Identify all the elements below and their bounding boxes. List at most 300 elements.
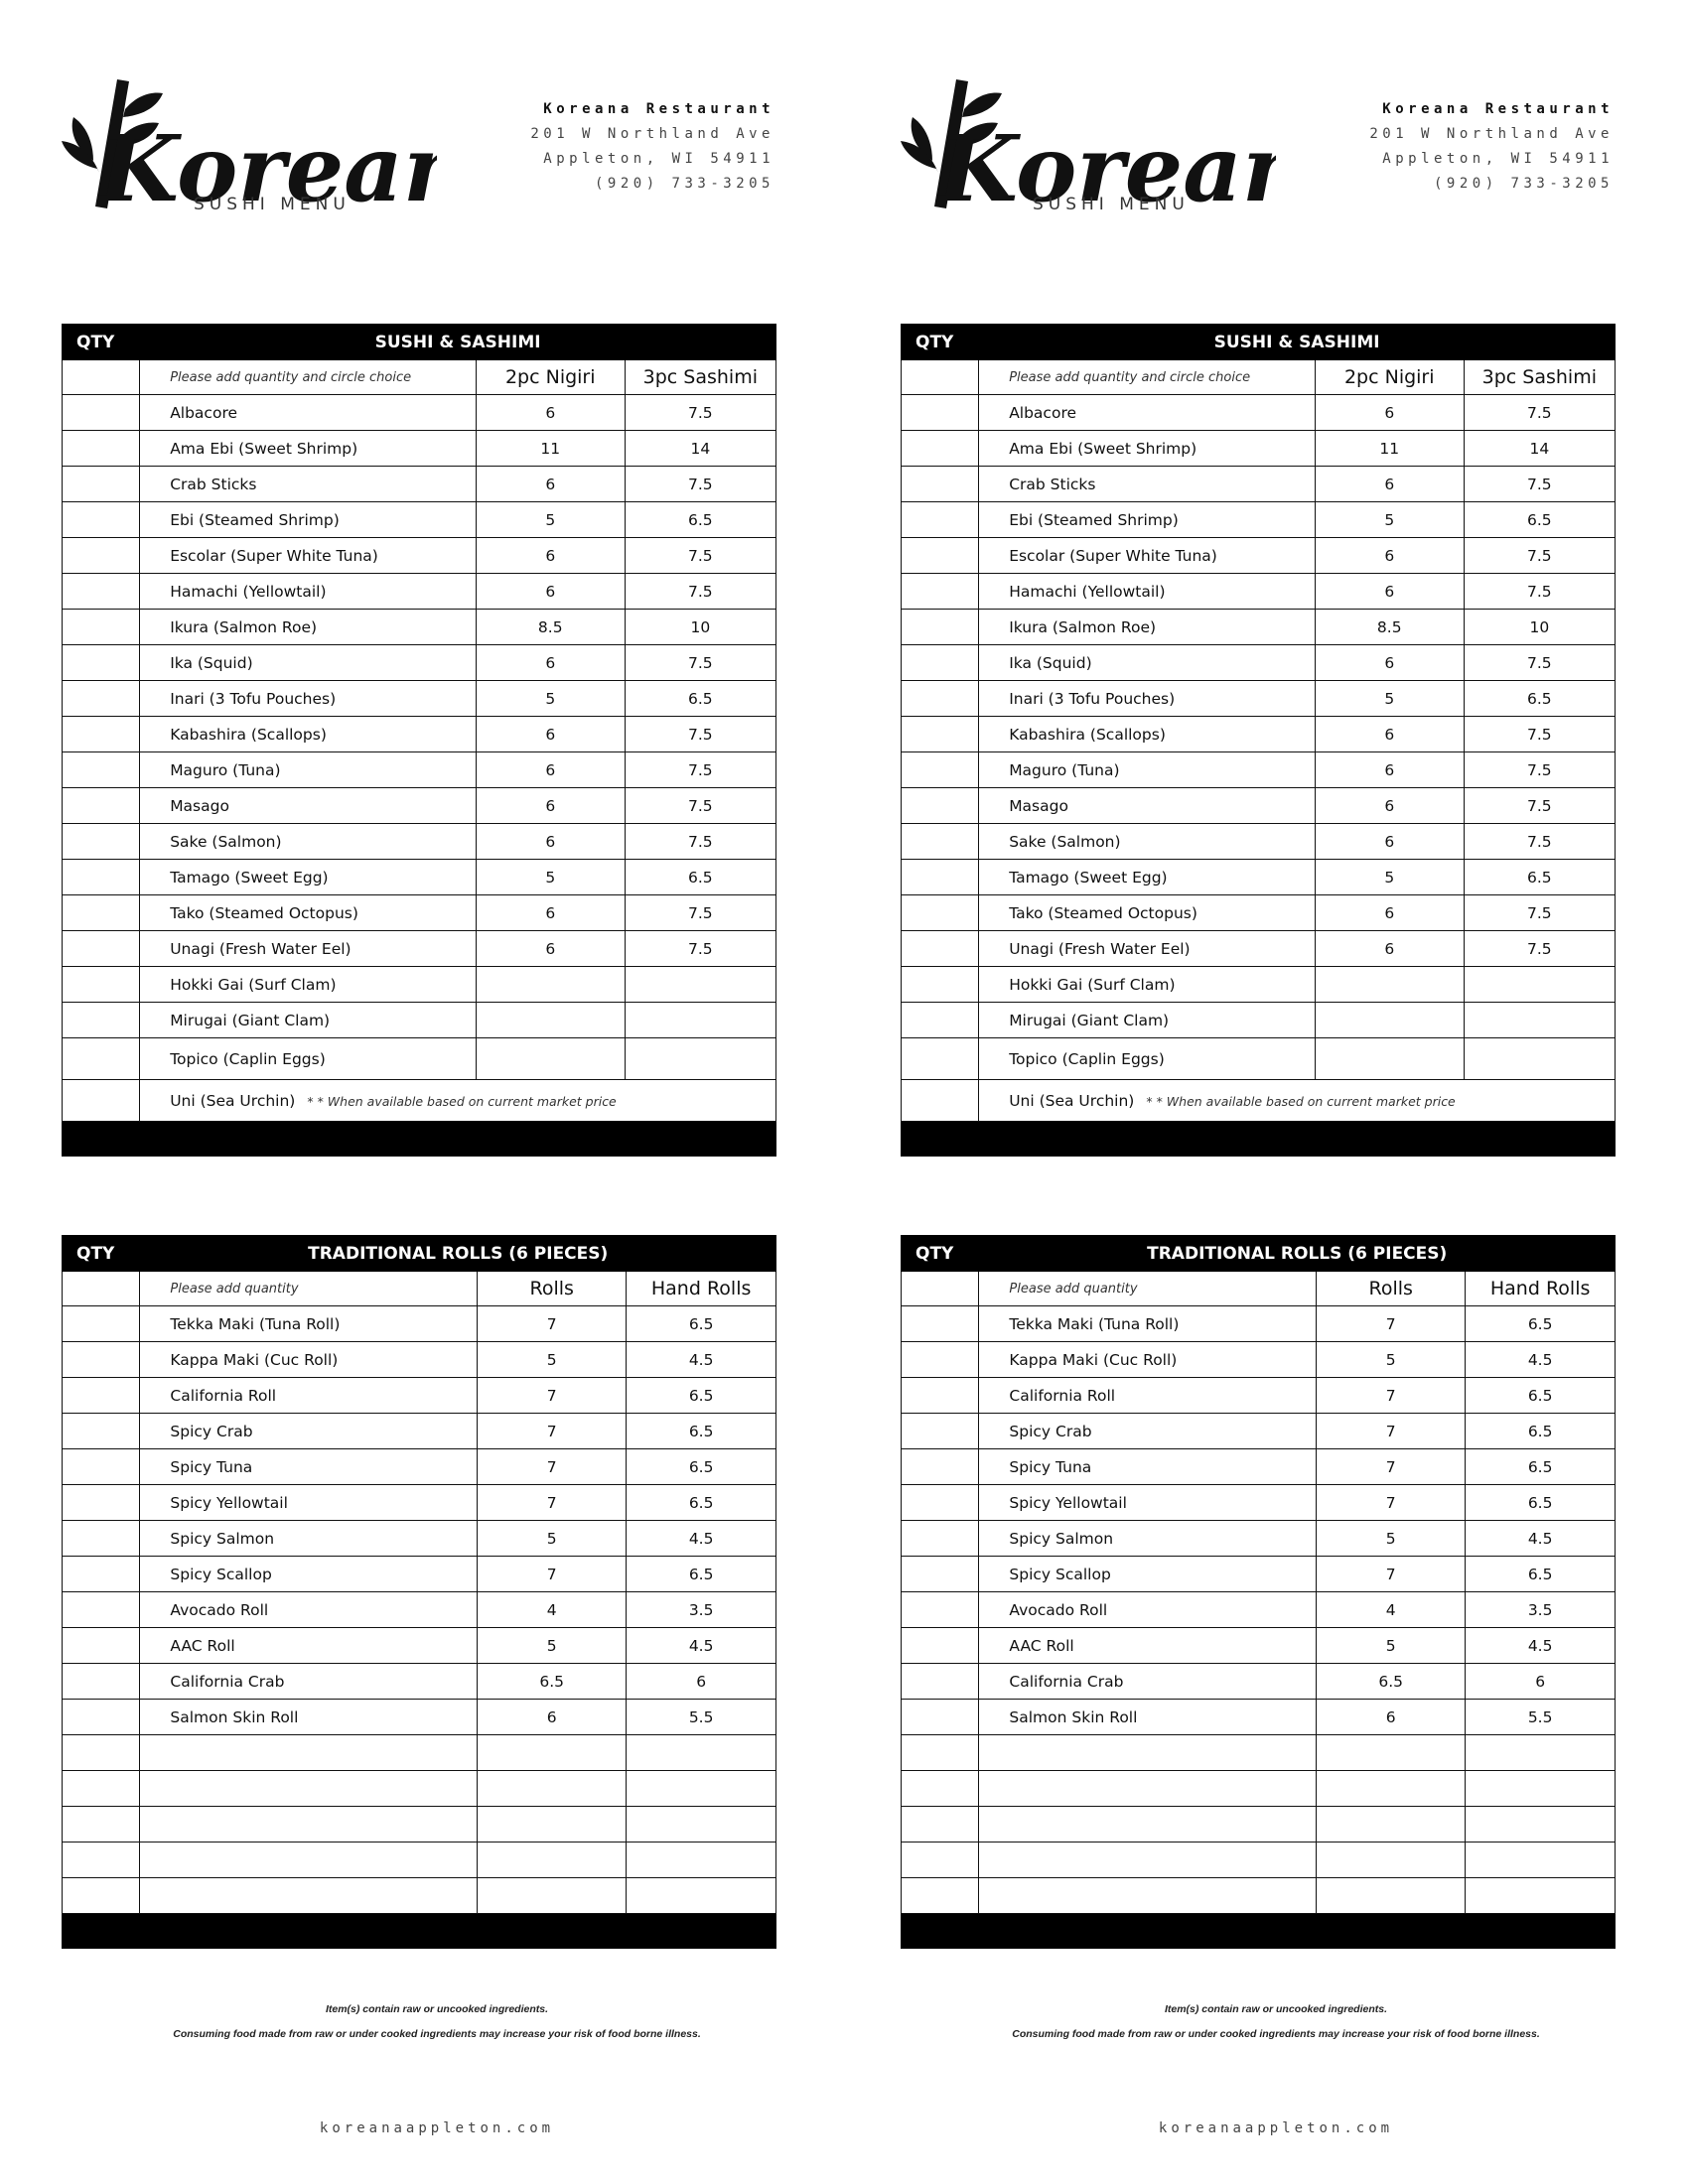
sushi-item-row <box>902 931 1616 967</box>
phone-number[interactable]: (920) 733-3205 <box>594 176 774 192</box>
qty-input-cell[interactable] <box>902 1521 979 1557</box>
qty-input-cell[interactable] <box>63 1306 140 1342</box>
qty-input-cell[interactable] <box>902 1843 979 1878</box>
item-price-2[interactable]: 7.5 <box>625 467 775 502</box>
item-price-1[interactable]: 6 <box>476 467 625 502</box>
item-price-1[interactable]: 7 <box>478 1485 627 1521</box>
qty-input-cell[interactable] <box>63 967 140 1003</box>
item-price-2[interactable]: 6.5 <box>1466 1449 1616 1485</box>
raw-ingredients-disclaimer: Item(s) contain raw or uncooked ingredients. <box>325 2003 549 2015</box>
item-price-2[interactable]: 6.5 <box>1464 681 1615 717</box>
item-name: Uni (Sea Urchin) <box>1009 1091 1135 1110</box>
qty-header: QTY <box>902 1236 979 1272</box>
item-price-1[interactable]: 6 <box>1317 1700 1466 1735</box>
item-name: Hamachi (Yellowtail) <box>979 574 1316 610</box>
qty-input-cell[interactable] <box>63 467 140 502</box>
item-name: Avocado Roll <box>979 1592 1317 1628</box>
item-price-1[interactable]: 7 <box>1317 1449 1466 1485</box>
item-price-2[interactable]: 7.5 <box>625 538 775 574</box>
qty-input-cell[interactable] <box>902 1771 979 1807</box>
qty-input-cell[interactable] <box>63 1414 140 1449</box>
qty-input-cell[interactable] <box>902 1038 979 1080</box>
item-price-2[interactable]: 4.5 <box>1466 1521 1616 1557</box>
item-price-1[interactable] <box>476 1038 625 1080</box>
item-price-1[interactable]: 7 <box>1317 1485 1466 1521</box>
rolls-item-row <box>63 1449 776 1485</box>
item-name: Escolar (Super White Tuna) <box>140 538 477 574</box>
qty-input-cell[interactable] <box>902 395 979 431</box>
item-price-2[interactable] <box>1464 1003 1615 1038</box>
item-price-1[interactable]: 7 <box>478 1449 627 1485</box>
market-price-note: * * When available based on current market price <box>307 1093 617 1109</box>
item-price-2[interactable] <box>627 1843 776 1878</box>
qty-input-cell[interactable] <box>63 574 140 610</box>
item-price-1[interactable]: 4 <box>478 1592 627 1628</box>
item-price-1[interactable] <box>1315 967 1464 1003</box>
item-price-2[interactable]: 7.5 <box>1464 645 1615 681</box>
item-name: Unagi (Fresh Water Eel) <box>140 931 477 967</box>
sushi-item-row <box>63 824 776 860</box>
item-price-1[interactable] <box>1317 1843 1466 1878</box>
sushi-item-row <box>63 645 776 681</box>
item-price-1[interactable]: 4 <box>1317 1592 1466 1628</box>
qty-input-cell[interactable] <box>902 1414 979 1449</box>
item-price-1[interactable]: 11 <box>476 431 625 467</box>
qty-input-cell[interactable] <box>902 1878 979 1914</box>
address-line-2: Appleton, WI 54911 <box>543 151 774 167</box>
item-price-2[interactable] <box>1466 1735 1616 1771</box>
item-price-2[interactable]: 10 <box>1464 610 1615 645</box>
item-name: Crab Sticks <box>979 467 1316 502</box>
qty-input-cell[interactable] <box>63 1342 140 1378</box>
item-price-1[interactable]: 7 <box>478 1557 627 1592</box>
qty-input-cell[interactable] <box>902 1592 979 1628</box>
item-price-2[interactable]: 6.5 <box>1464 860 1615 895</box>
item-price-1[interactable] <box>478 1735 627 1771</box>
phone-number[interactable]: (920) 733-3205 <box>1433 176 1614 192</box>
qty-input-cell[interactable] <box>63 1664 140 1700</box>
item-price-2[interactable] <box>625 1038 775 1080</box>
item-name: Spicy Crab <box>979 1414 1317 1449</box>
qty-input-cell[interactable] <box>902 860 979 895</box>
item-price-1[interactable]: 5 <box>1317 1521 1466 1557</box>
item-price-2[interactable]: 6.5 <box>1466 1485 1616 1521</box>
hand-rolls-column-header: Hand Rolls <box>1466 1272 1616 1306</box>
item-price-1[interactable]: 6 <box>476 574 625 610</box>
qty-input-cell[interactable] <box>63 1628 140 1664</box>
item-name: Spicy Scallop <box>979 1557 1317 1592</box>
item-price-2[interactable]: 7.5 <box>625 395 775 431</box>
qty-input-cell[interactable] <box>902 824 979 860</box>
qty-input-cell[interactable] <box>63 1038 140 1080</box>
item-price-1[interactable] <box>478 1843 627 1878</box>
svg-text:Koreana: Korea <box>99 115 403 222</box>
item-price-2[interactable] <box>627 1878 776 1914</box>
qty-input-cell[interactable] <box>902 752 979 788</box>
item-price-2[interactable]: 14 <box>625 431 775 467</box>
item-price-1[interactable]: 7 <box>1317 1557 1466 1592</box>
item-price-1[interactable]: 6 <box>476 824 625 860</box>
item-name: Spicy Tuna <box>979 1449 1317 1485</box>
qty-input-cell[interactable] <box>63 824 140 860</box>
item-price-1[interactable]: 6.5 <box>478 1664 627 1700</box>
qty-input-cell[interactable] <box>902 538 979 574</box>
item-price-2[interactable]: 3.5 <box>627 1592 776 1628</box>
item-price-2[interactable]: 3.5 <box>1466 1592 1616 1628</box>
qty-input-cell[interactable] <box>902 1378 979 1414</box>
sushi-item-row <box>902 574 1616 610</box>
item-name: Spicy Yellowtail <box>979 1485 1317 1521</box>
sushi-instruction: Please add quantity and circle choice <box>979 360 1316 395</box>
item-price-1[interactable]: 6 <box>476 645 625 681</box>
item-price-2[interactable]: 7.5 <box>1464 574 1615 610</box>
qty-input-cell[interactable] <box>63 1080 140 1122</box>
sushi-uni-row <box>63 1080 776 1122</box>
qty-input-cell[interactable] <box>63 1807 140 1843</box>
sashimi-column-header: 3pc Sashimi <box>1464 360 1615 395</box>
item-price-1[interactable] <box>478 1771 627 1807</box>
item-price-2[interactable] <box>1466 1771 1616 1807</box>
item-price-2[interactable] <box>627 1735 776 1771</box>
qty-input-cell[interactable] <box>902 1557 979 1592</box>
qty-input-cell[interactable] <box>902 610 979 645</box>
item-name: Ikura (Salmon Roe) <box>979 610 1316 645</box>
qty-input-cell[interactable] <box>63 502 140 538</box>
item-price-1[interactable]: 6 <box>476 395 625 431</box>
qty-input-cell[interactable] <box>902 1449 979 1485</box>
qty-input-cell[interactable] <box>63 1557 140 1592</box>
qty-input-cell[interactable] <box>902 967 979 1003</box>
item-price-1[interactable]: 6 <box>1315 467 1464 502</box>
qty-input-cell[interactable] <box>902 1700 979 1735</box>
item-price-2[interactable]: 4.5 <box>627 1521 776 1557</box>
item-price-2[interactable] <box>1464 1038 1615 1080</box>
item-price-1[interactable]: 7 <box>478 1414 627 1449</box>
item-price-2[interactable]: 4.5 <box>627 1342 776 1378</box>
qty-input-cell[interactable] <box>902 681 979 717</box>
item-price-2[interactable] <box>625 1003 775 1038</box>
sushi-item-row <box>902 1038 1616 1080</box>
rolls-item-row <box>902 1557 1616 1592</box>
item-price-1[interactable]: 5 <box>476 681 625 717</box>
item-price-1[interactable]: 5 <box>1315 860 1464 895</box>
item-name: Albacore <box>979 395 1316 431</box>
item-price-1[interactable] <box>476 967 625 1003</box>
sushi-item-row <box>902 467 1616 502</box>
qty-input-cell[interactable] <box>902 1735 979 1771</box>
qty-input-cell[interactable] <box>63 395 140 431</box>
item-name: Spicy Crab <box>140 1414 478 1449</box>
item-price-1[interactable]: 6 <box>1315 931 1464 967</box>
item-name: Topico (Caplin Eggs) <box>140 1038 477 1080</box>
sushi-item-row <box>63 860 776 895</box>
item-name: Ebi (Steamed Shrimp) <box>140 502 477 538</box>
qty-input-cell[interactable] <box>63 1843 140 1878</box>
item-price-1[interactable]: 6 <box>476 788 625 824</box>
item-price-1[interactable] <box>1317 1735 1466 1771</box>
item-price-1[interactable] <box>1317 1807 1466 1843</box>
item-price-2[interactable]: 6.5 <box>625 860 775 895</box>
item-price-1[interactable]: 5 <box>1315 681 1464 717</box>
item-price-1[interactable]: 6.5 <box>1317 1664 1466 1700</box>
item-price-2[interactable]: 7.5 <box>625 717 775 752</box>
item-price-1[interactable]: 6 <box>476 931 625 967</box>
qty-input-cell[interactable] <box>902 1807 979 1843</box>
qty-input-cell[interactable] <box>902 1485 979 1521</box>
item-price-2[interactable]: 7.5 <box>1464 717 1615 752</box>
item-price-1[interactable]: 7 <box>1317 1306 1466 1342</box>
item-price-2[interactable]: 7.5 <box>625 931 775 967</box>
rolls-column-header: Rolls <box>478 1272 627 1306</box>
nigiri-column-header: 2pc Nigiri <box>1315 360 1464 395</box>
item-price-2[interactable]: 6.5 <box>1466 1557 1616 1592</box>
qty-header: QTY <box>63 325 140 360</box>
rolls-footer-bar <box>63 1914 776 1949</box>
item-price-2[interactable]: 6.5 <box>625 502 775 538</box>
item-price-2[interactable]: 7.5 <box>1464 467 1615 502</box>
rolls-item-row <box>902 1342 1616 1378</box>
item-price-1[interactable] <box>478 1878 627 1914</box>
item-price-1[interactable]: 6 <box>1315 752 1464 788</box>
qty-input-cell[interactable] <box>902 1664 979 1700</box>
item-name: Ika (Squid) <box>140 645 477 681</box>
item-price-2[interactable]: 7.5 <box>1464 824 1615 860</box>
item-price-2[interactable]: 7.5 <box>1464 931 1615 967</box>
item-price-1[interactable]: 5 <box>476 860 625 895</box>
food-illness-disclaimer: Consuming food made from raw or under cooked ingredients may increase your risk of food borne illness. <box>1012 2028 1540 2040</box>
item-price-2[interactable]: 5.5 <box>1466 1700 1616 1735</box>
qty-input-cell[interactable] <box>902 431 979 467</box>
item-price-2[interactable]: 7.5 <box>625 788 775 824</box>
item-price-1[interactable]: 6 <box>1315 645 1464 681</box>
item-price-1[interactable]: 5 <box>478 1342 627 1378</box>
item-price-1[interactable]: 6 <box>478 1700 627 1735</box>
qty-input-cell[interactable] <box>63 895 140 931</box>
item-name: Hokki Gai (Surf Clam) <box>979 967 1316 1003</box>
item-price-1[interactable]: 7 <box>1317 1414 1466 1449</box>
item-price-1[interactable]: 7 <box>478 1306 627 1342</box>
item-name: Tamago (Sweet Egg) <box>979 860 1316 895</box>
rolls-item-row <box>902 1843 1616 1878</box>
item-price-2[interactable]: 7.5 <box>1464 788 1615 824</box>
item-price-2[interactable]: 6.5 <box>1464 502 1615 538</box>
item-name <box>979 1735 1317 1771</box>
item-price-1[interactable]: 6 <box>1315 538 1464 574</box>
item-price-1[interactable]: 5 <box>1315 502 1464 538</box>
item-price-1[interactable]: 5 <box>476 502 625 538</box>
qty-input-cell[interactable] <box>63 860 140 895</box>
item-price-1[interactable] <box>476 1003 625 1038</box>
item-price-2[interactable] <box>1466 1807 1616 1843</box>
qty-input-cell[interactable] <box>63 681 140 717</box>
qty-input-cell[interactable] <box>63 1592 140 1628</box>
sushi-item-row <box>63 538 776 574</box>
item-price-1[interactable]: 5 <box>478 1521 627 1557</box>
sushi-item-row <box>902 824 1616 860</box>
item-price-1[interactable]: 6 <box>476 538 625 574</box>
rolls-item-row <box>902 1592 1616 1628</box>
item-price-2[interactable]: 6.5 <box>625 681 775 717</box>
qty-input-cell[interactable] <box>63 1700 140 1735</box>
qty-input-cell[interactable] <box>63 1378 140 1414</box>
item-price-2[interactable]: 7.5 <box>625 752 775 788</box>
item-price-1[interactable]: 7 <box>478 1378 627 1414</box>
sushi-item-row <box>63 502 776 538</box>
qty-input-cell[interactable] <box>63 1003 140 1038</box>
rolls-item-row <box>63 1306 776 1342</box>
qty-input-cell[interactable] <box>63 931 140 967</box>
item-price-2[interactable]: 7.5 <box>625 645 775 681</box>
item-price-2[interactable] <box>627 1807 776 1843</box>
item-price-1[interactable]: 5 <box>1317 1628 1466 1664</box>
sushi-item-row <box>63 467 776 502</box>
qty-input-cell[interactable] <box>63 1735 140 1771</box>
qty-input-cell[interactable] <box>902 1628 979 1664</box>
item-price-2[interactable]: 6 <box>1466 1664 1616 1700</box>
item-price-2[interactable]: 10 <box>625 610 775 645</box>
item-name: Spicy Tuna <box>140 1449 478 1485</box>
item-price-1[interactable]: 5 <box>478 1628 627 1664</box>
item-price-1[interactable]: 6 <box>476 895 625 931</box>
qty-input-cell[interactable] <box>902 1306 979 1342</box>
item-price-2[interactable]: 7.5 <box>1464 895 1615 931</box>
item-price-1[interactable] <box>1315 1038 1464 1080</box>
item-price-2[interactable]: 6.5 <box>1466 1414 1616 1449</box>
item-price-2[interactable]: 6 <box>627 1664 776 1700</box>
qty-input-cell[interactable] <box>63 1485 140 1521</box>
item-name <box>140 1878 478 1914</box>
item-price-2[interactable]: 6.5 <box>627 1306 776 1342</box>
item-name: Inari (3 Tofu Pouches) <box>140 681 477 717</box>
qty-input-cell[interactable] <box>902 574 979 610</box>
item-price-2[interactable] <box>1464 967 1615 1003</box>
item-price-2[interactable]: 7.5 <box>1464 395 1615 431</box>
item-name: Mirugai (Giant Clam) <box>979 1003 1316 1038</box>
qty-input-cell[interactable] <box>902 645 979 681</box>
item-price-1[interactable]: 6 <box>1315 395 1464 431</box>
item-price-2[interactable] <box>627 1771 776 1807</box>
qty-input-cell[interactable] <box>63 645 140 681</box>
item-price-1[interactable] <box>1317 1878 1466 1914</box>
item-price-1[interactable] <box>1315 1003 1464 1038</box>
item-name: Kabashira (Scallops) <box>979 717 1316 752</box>
uni-item <box>140 1080 776 1122</box>
item-price-2[interactable]: 4.5 <box>627 1628 776 1664</box>
menu-panel-right <box>879 0 1673 2184</box>
qty-header: QTY <box>63 1236 140 1272</box>
item-price-2[interactable] <box>625 967 775 1003</box>
qty-input-cell[interactable] <box>902 788 979 824</box>
item-price-2[interactable]: 7.5 <box>625 895 775 931</box>
item-price-1[interactable]: 7 <box>1317 1378 1466 1414</box>
rolls-instruction: Please add quantity <box>140 1272 478 1306</box>
item-price-1[interactable]: 6 <box>1315 788 1464 824</box>
website-link[interactable]: koreanaappleton.com <box>319 2120 555 2136</box>
item-name <box>979 1771 1317 1807</box>
item-name <box>979 1807 1317 1843</box>
sushi-item-row <box>902 717 1616 752</box>
item-price-2[interactable]: 5.5 <box>627 1700 776 1735</box>
rolls-column-header: Rolls <box>1317 1272 1466 1306</box>
qty-input-cell[interactable] <box>63 717 140 752</box>
item-price-2[interactable] <box>1466 1878 1616 1914</box>
qty-input-cell[interactable] <box>902 717 979 752</box>
qty-input-cell[interactable] <box>63 1878 140 1914</box>
qty-input-cell[interactable] <box>902 502 979 538</box>
item-price-1[interactable] <box>1317 1771 1466 1807</box>
item-price-1[interactable]: 5 <box>1317 1342 1466 1378</box>
rolls-item-row <box>902 1628 1616 1664</box>
qty-input-cell[interactable] <box>902 1080 979 1122</box>
restaurant-name: Koreana Restaurant <box>543 101 774 117</box>
item-name: Spicy Scallop <box>140 1557 478 1592</box>
item-price-2[interactable]: 6.5 <box>627 1557 776 1592</box>
item-price-2[interactable]: 6.5 <box>1466 1378 1616 1414</box>
item-price-2[interactable]: 6.5 <box>627 1414 776 1449</box>
qty-input-cell[interactable] <box>63 752 140 788</box>
qty-input-cell[interactable] <box>902 895 979 931</box>
qty-input-cell[interactable] <box>902 931 979 967</box>
rolls-header-row <box>63 1236 776 1272</box>
item-price-1[interactable]: 11 <box>1315 431 1464 467</box>
item-price-1[interactable] <box>478 1807 627 1843</box>
item-price-1[interactable]: 6 <box>476 752 625 788</box>
sushi-title: SUSHI & SASHIMI <box>140 325 776 360</box>
item-price-1[interactable]: 8.5 <box>476 610 625 645</box>
uni-item <box>979 1080 1616 1122</box>
item-price-2[interactable]: 7.5 <box>1464 538 1615 574</box>
item-price-1[interactable]: 8.5 <box>1315 610 1464 645</box>
item-price-2[interactable]: 6.5 <box>1466 1306 1616 1342</box>
item-name: Masago <box>979 788 1316 824</box>
qty-input-cell[interactable] <box>63 1521 140 1557</box>
item-price-2[interactable]: 14 <box>1464 431 1615 467</box>
item-name: Maguro (Tuna) <box>140 752 477 788</box>
qty-input-cell[interactable] <box>902 1003 979 1038</box>
item-name: California Roll <box>979 1378 1317 1414</box>
item-price-2[interactable]: 7.5 <box>625 824 775 860</box>
qty-input-cell[interactable] <box>63 1771 140 1807</box>
website-link[interactable]: koreanaappleton.com <box>1158 2120 1394 2136</box>
qty-input-cell[interactable] <box>63 1449 140 1485</box>
item-price-1[interactable]: 6 <box>1315 574 1464 610</box>
item-price-2[interactable]: 4.5 <box>1466 1628 1616 1664</box>
item-price-2[interactable]: 6.5 <box>627 1449 776 1485</box>
item-name: Maguro (Tuna) <box>979 752 1316 788</box>
qty-input-cell[interactable] <box>63 788 140 824</box>
item-price-2[interactable] <box>1466 1843 1616 1878</box>
item-price-2[interactable]: 4.5 <box>1466 1342 1616 1378</box>
qty-input-cell[interactable] <box>63 431 140 467</box>
qty-input-cell[interactable] <box>63 538 140 574</box>
item-price-1[interactable]: 6 <box>1315 824 1464 860</box>
qty-input-cell[interactable] <box>902 467 979 502</box>
item-price-1[interactable]: 6 <box>476 717 625 752</box>
sushi-subheader-row <box>63 360 776 395</box>
sushi-item-row <box>902 395 1616 431</box>
item-name <box>140 1735 478 1771</box>
item-price-2[interactable]: 6.5 <box>627 1485 776 1521</box>
item-price-2[interactable]: 6.5 <box>627 1378 776 1414</box>
item-price-1[interactable]: 6 <box>1315 895 1464 931</box>
item-price-2[interactable]: 7.5 <box>625 574 775 610</box>
hand-rolls-column-header: Hand Rolls <box>627 1272 776 1306</box>
item-name: Salmon Skin Roll <box>140 1700 478 1735</box>
item-price-1[interactable]: 6 <box>1315 717 1464 752</box>
qty-input-cell[interactable] <box>902 1342 979 1378</box>
qty-input-cell[interactable] <box>63 610 140 645</box>
item-price-2[interactable]: 7.5 <box>1464 752 1615 788</box>
